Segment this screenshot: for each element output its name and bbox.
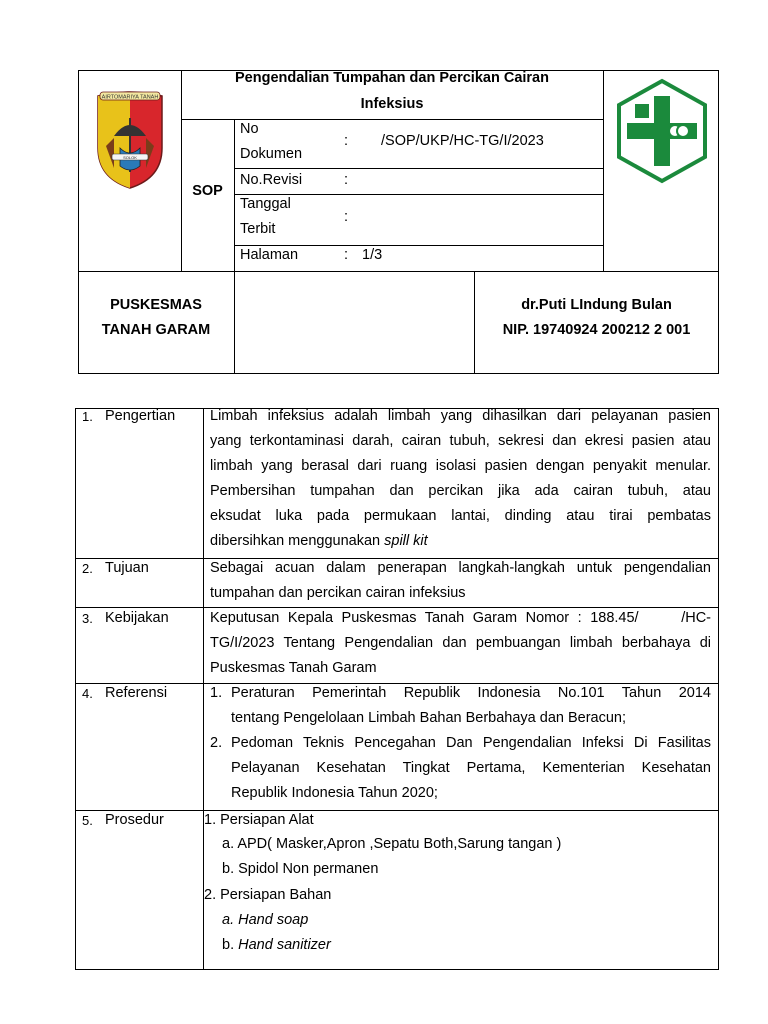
regency-logo	[92, 88, 168, 190]
body-line-text: dibersihkan menggunakan	[210, 533, 381, 549]
bahan-prefix: a.	[222, 912, 235, 928]
section-number: 3.	[82, 611, 93, 626]
tanggal-label-2: Terbit	[240, 221, 276, 237]
header-divider-sop	[234, 119, 235, 272]
document-title-line2: Infeksius	[360, 96, 424, 112]
body-line: Keputusan Kepala Puskesmas Tanah Garam Nomor : 188.45/ /HC-	[210, 610, 711, 626]
puskesmas-logo	[614, 78, 710, 184]
regency-logo-ribbon: SOLOK	[123, 155, 137, 160]
regency-logo-text: AIRTOMARIYA TANAH	[101, 94, 159, 101]
body-line: tentang Pengelolaan Limbah Bahan Berbahaya dan Beracun;	[231, 710, 627, 726]
signer-nip: NIP. 19740924 200212 2 001	[502, 322, 691, 338]
body-line: eksudat luka pada permukaan lantai, dinding atau tirai pembatas	[210, 508, 711, 524]
section-label-tujuan: Tujuan	[105, 560, 149, 576]
alat-item: a. APD( Masker,Apron ,Sepatu Both,Sarung tangan )	[222, 836, 562, 852]
header-lower-divider-1	[234, 271, 235, 374]
prosedur-heading-alat: 1. Persiapan Alat	[204, 812, 314, 828]
body-line: yang terkontaminasi darah, cairan tubuh, sekresi dan ekresi pasien atau	[210, 433, 711, 449]
bahan-text: Hand sanitizer	[238, 937, 331, 953]
body-line: tumpahan dan percikan cairan infeksius	[210, 585, 466, 601]
halaman-value: 1/3	[362, 247, 383, 263]
halaman-colon: :	[344, 247, 349, 263]
content-row-divider-4	[75, 810, 719, 811]
spill-kit-term: spill kit	[384, 533, 428, 549]
tanggal-label-1: Tanggal	[240, 196, 291, 212]
body-line: Pelayanan Kesehatan Tingkat Pertama, Kementerian Kesehatan	[231, 760, 711, 776]
section-number: 4.	[82, 686, 93, 701]
reference-number: 1.	[210, 685, 223, 701]
document-title-line1: Pengendalian Tumpahan dan Percikan Cairan	[235, 70, 549, 86]
bahan-text: Hand soap	[238, 912, 309, 928]
reference-number: 2.	[210, 735, 223, 751]
section-label-referensi: Referensi	[105, 685, 168, 701]
body-line: limbah yang berasal dari ruang isolasi pasien dengan penyakit menular.	[210, 458, 711, 474]
section-number: 1.	[82, 409, 93, 424]
body-line: Republik Indonesia Tahun 2020;	[231, 785, 438, 801]
no-dokumen-value: /SOP/UKP/HC-TG/I/2023	[381, 133, 544, 149]
sop-label: SOP	[192, 183, 223, 199]
section-label-prosedur: Prosedur	[105, 812, 164, 828]
body-line: Limbah infeksius adalah limbah yang dihasilkan dari pelayanan pasien	[210, 408, 711, 424]
section-body-tujuan	[210, 556, 711, 606]
section-body-pengertian	[210, 404, 711, 554]
section-number: 5.	[82, 813, 93, 828]
puskesmas-name-line2: TANAH GARAM	[101, 322, 211, 338]
reference-item-1	[231, 681, 711, 731]
bahan-item-hand-sanitizer	[222, 933, 331, 958]
body-line	[210, 529, 711, 554]
body-line: Pembersihan tumpahan dan percikan jika ada cairan tubuh, atau	[210, 483, 711, 499]
alat-item: b. Spidol Non permanen	[222, 861, 379, 877]
no-dokumen-label-2: Dokumen	[240, 146, 303, 162]
halaman-label: Halaman	[240, 247, 299, 263]
puskesmas-name-line1: PUSKESMAS	[110, 297, 202, 313]
section-body-kebijakan	[210, 606, 711, 681]
tanggal-colon: :	[344, 209, 349, 225]
body-line: Sebagai acuan dalam penerapan langkah-langkah untuk pengendalian	[210, 560, 711, 576]
no-dokumen-colon: :	[344, 133, 349, 149]
body-line: Pedoman Teknis Pencegahan Dan Pengendalian Infeksi Di Fasilitas	[231, 735, 711, 751]
no-revisi-label: No.Revisi	[240, 172, 303, 188]
section-number: 2.	[82, 561, 93, 576]
reference-item-2	[231, 731, 711, 806]
bahan-item-hand-soap	[222, 908, 308, 933]
signer-name: dr.Puti LIndung Bulan	[521, 297, 672, 313]
header-mid-divider	[78, 271, 719, 272]
body-line: TG/I/2023 Tentang Pengendalian dan pembuangan limbah berbahaya di	[210, 635, 711, 651]
no-revisi-colon: :	[344, 172, 349, 188]
header-divider-right	[603, 70, 604, 272]
body-line: Puskesmas Tanah Garam	[210, 660, 377, 676]
section-label-pengertian: Pengertian	[105, 408, 176, 424]
section-label-kebijakan: Kebijakan	[105, 610, 169, 626]
no-dokumen-label-1: No	[240, 121, 259, 137]
bahan-prefix: b.	[222, 937, 235, 953]
body-line: Peraturan Pemerintah Republik Indonesia No.101 Tahun 2014	[231, 685, 711, 701]
prosedur-heading-bahan: 2. Persiapan Bahan	[204, 887, 332, 903]
